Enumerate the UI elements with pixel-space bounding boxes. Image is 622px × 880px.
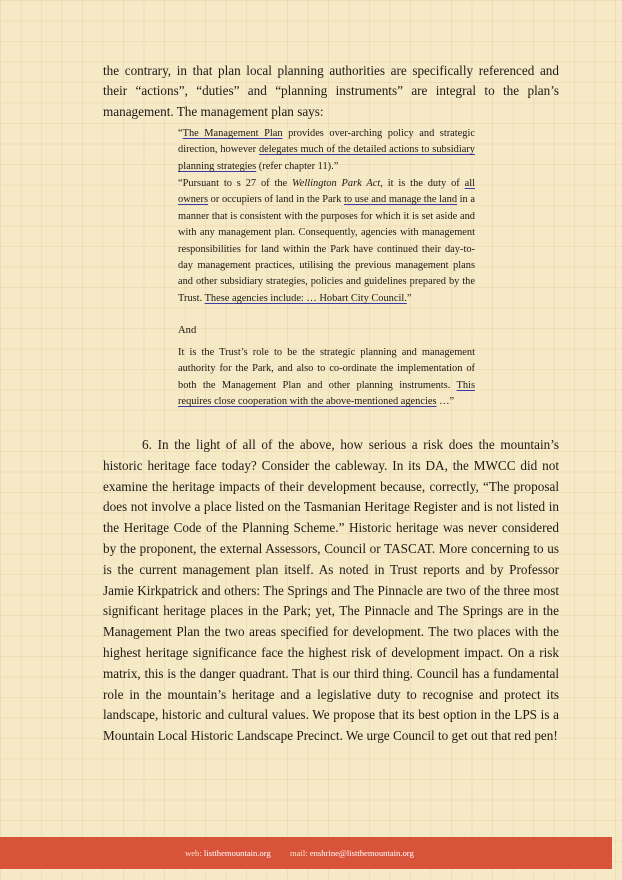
quote-management-plan — [178, 126, 475, 175]
quote-text: or occupiers of land in the Park — [208, 194, 344, 206]
quote-text: “ — [178, 128, 183, 139]
quote-underlined-text: to use and manage the land — [343, 194, 458, 206]
quote-underlined-text: These agencies include: … Hobart City Council. — [204, 292, 407, 304]
quote-underlined-text: delegates much of the detailed actions to subsidiary planning strategies — [178, 144, 475, 172]
web-link[interactable]: listthemountain.org — [203, 848, 271, 858]
intro-paragraph: the contrary, in that plan local planning authorities are specifically referenced and their “actions”, “duties” and “planning instruments” are integral to the plan’s management. The management plan says: — [103, 63, 559, 119]
mail-link[interactable]: enshrine@listthemountain.org — [309, 848, 414, 858]
quote-text: It is the Trust’s role to be the strategic planning and management authority for the Park, and also to co-ordinate the implementation of both the Management Plan and other planning instruments. — [178, 347, 475, 391]
quote-text: provides over-arching policy and strategic direction, however — [178, 128, 475, 156]
footer-web — [185, 848, 271, 858]
quote-text: ” — [406, 292, 412, 304]
paragraph-6: 6. In the light of all of the above, how serious a risk does the mountain’s historic heritage face today? Consider the cableway. In its DA, the MWCC did not examine the heritage impacts of their development because, correctly, “The proposal does not involve a place listed on the Tasmanian Heritage Register and is not listed in the Heritage Code of the Planning Scheme.” Historic heritage was never considered by the proponent, the external Assessors, Council or TASCAT. More concerning to us is the current management plan itself. As noted in Trust reports and by Professor Jamie Kirkpatrick and others: The Springs and The Pinnacle are two of the three most significant heritage places in the Park; yet, The Pinnacle and The Springs are in the Management Plan the two areas specified for development. The two places with the highest heritage significance face the highest risk of development impact. On a risk matrix, this is the danger quadrant. That is our third thing. Council has a fundamental role in the mountain’s heritage and a legislative duty to recognise and protect its landscape, historic and cultural values. We propose that its best option in the LPS is a Mountain Local Historic Landscape Precinct. We urge Council to get out that red pen! — [103, 437, 559, 744]
quote-underlined-text: This requires close cooperation with the above-mentioned agencies — [178, 379, 475, 408]
quote-underlined-text: The Management Plan — [182, 128, 283, 139]
quote-pursuant — [178, 176, 475, 307]
mail-label: mail: — [290, 848, 308, 858]
quote-text: “Pursuant to s 27 of the — [178, 178, 293, 189]
footer-bar — [0, 837, 612, 869]
quote-underlined-text: all owners — [178, 178, 475, 206]
quote-text: in a manner that is consistent with the purposes for which it is set aside and with any management plan. Consequently, agencies with management responsibilities for land within the Park have continued their day-to-day management practices, utilising the previous management plans and other subsidiary strategies, policies and guidelines prepared by the Trust. — [178, 194, 475, 304]
web-label: web: — [185, 848, 202, 858]
quote-text: (refer chapter 11).” — [256, 160, 339, 172]
quote-text: , it is the duty of — [380, 178, 465, 189]
quote-trust-role — [178, 345, 475, 411]
act-name: Wellington Park Act — [292, 178, 381, 189]
footer-mail — [290, 848, 414, 858]
and-label: And — [178, 325, 197, 336]
quote-text: …” — [436, 396, 455, 408]
